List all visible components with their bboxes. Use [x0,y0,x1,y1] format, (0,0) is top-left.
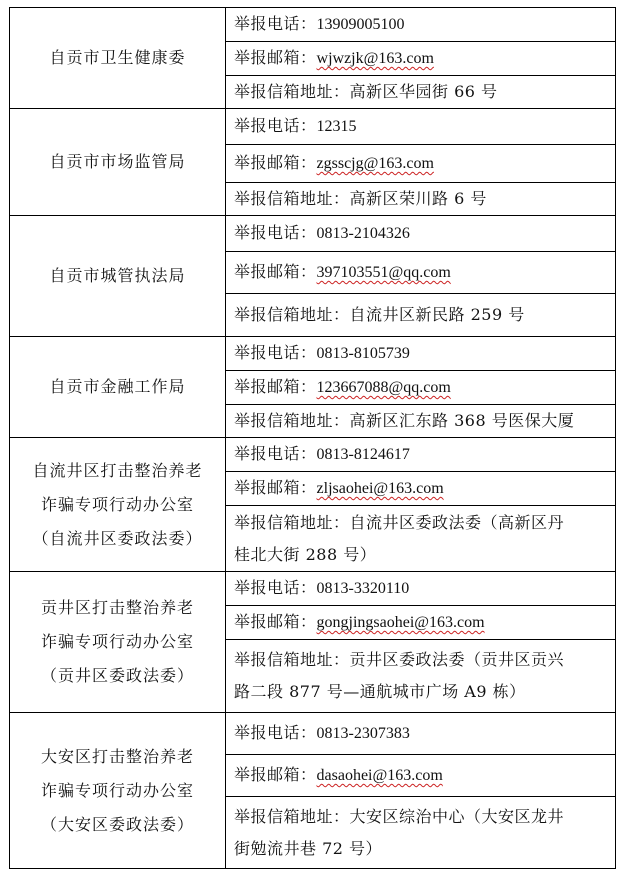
email-cell [226,371,616,405]
address-line-2: 街勉流井巷 72 号） [234,838,383,858]
address-value: 高新区荣川路 6 号 [349,189,487,208]
org-name-line: 诈骗专项行动办公室 [40,780,194,800]
email-cell [226,145,616,183]
org-name-line: 诈骗专项行动办公室 [40,632,194,651]
org-cell [10,438,226,572]
address-line-1 [234,801,615,833]
report-contacts-table [9,7,616,869]
table-row [10,216,616,252]
phone-value: 0813-2104326 [316,225,410,242]
address-value: 贡井区委政法委（贡井区贡兴 [349,650,565,669]
org-name: 自贡市城管执法局 [49,266,186,285]
phone-value: 12315 [316,118,357,135]
org-name-line: 贡井区打击整治养老 [40,598,194,617]
email-label: 举报邮箱： [234,765,317,784]
table-row [10,572,616,606]
phone-value: 13909005100 [316,16,405,33]
phone-value: 0813-2307383 [316,725,410,742]
address-label: 举报信箱地址： [234,512,350,532]
email-cell [226,472,616,506]
org-name-line: 自流井区打击整治养老 [32,460,203,480]
org-cell [10,337,226,438]
org-name: 自贡市金融工作局 [49,377,186,396]
email-value: wjwzjk@163.com [316,50,434,67]
email-label: 举报邮箱： [234,48,317,67]
address-cell [226,183,616,216]
phone-value: 0813-3320110 [316,580,410,597]
org-cell [10,8,226,109]
address-cell [226,640,616,713]
address-cell [226,405,616,438]
email-label: 举报邮箱： [234,262,317,281]
org-name: 自贡市卫生健康委 [49,48,186,67]
org-name-line: （贡井区委政法委） [40,666,194,685]
address-value: 大安区综治中心（大安区龙井 [349,806,565,826]
address-line-2: 路二段 877 号—通航城市广场 A9 栋） [234,682,526,701]
address-value: 高新区汇东路 368 号医保大厦 [349,411,575,430]
address-line-1 [234,644,615,676]
address-line-1 [234,507,615,539]
table-row [10,8,616,42]
address-cell [226,797,616,869]
table-row [10,109,616,145]
phone-cell [226,337,616,371]
phone-label: 举报电话： [234,723,317,742]
address-label: 举报信箱地址： [234,82,350,101]
table-row [10,337,616,371]
phone-label: 举报电话： [234,578,317,597]
address-label: 举报信箱地址： [234,806,350,826]
phone-label: 举报电话： [234,223,317,242]
address-label: 举报信箱地址： [234,411,350,430]
org-name: 自贡市市场监管局 [49,152,186,171]
email-value: zljsaohei@163.com [316,480,444,497]
phone-cell [226,572,616,606]
org-cell [10,713,226,869]
table-row [10,713,616,755]
email-label: 举报邮箱： [234,612,317,631]
address-cell [226,294,616,337]
address-label: 举报信箱地址： [234,189,350,208]
phone-label: 举报电话： [234,444,317,463]
phone-cell [226,109,616,145]
email-value: dasaohei@163.com [316,767,443,784]
address-label: 举报信箱地址： [234,305,350,324]
email-cell [226,252,616,294]
org-name-line: （大安区委政法委） [40,814,194,834]
phone-cell [226,8,616,42]
address-label: 举报信箱地址： [234,650,350,669]
phone-value: 0813-8105739 [316,345,410,362]
address-value: 自流井区委政法委（高新区丹 [349,512,565,532]
org-name-line: 诈骗专项行动办公室 [40,494,194,514]
phone-label: 举报电话： [234,116,317,135]
email-value: 397103551@qq.com [316,264,451,281]
email-value: gongjingsaohei@163.com [316,614,485,631]
email-label: 举报邮箱： [234,153,317,172]
phone-cell [226,216,616,252]
email-cell [226,606,616,640]
org-name-line: 大安区打击整治养老 [40,746,194,766]
email-cell [226,755,616,797]
address-value: 高新区华园街 66 号 [349,82,498,101]
email-value: 123667088@qq.com [316,379,451,396]
email-label: 举报邮箱： [234,377,317,396]
org-cell [10,216,226,337]
email-cell [226,42,616,76]
address-cell [226,76,616,109]
phone-value: 0813-8124617 [316,446,410,463]
phone-label: 举报电话： [234,343,317,362]
phone-cell [226,713,616,755]
table-row [10,438,616,472]
address-value: 自流井区新民路 259 号 [349,305,525,324]
email-value: zgsscjg@163.com [316,155,434,172]
org-cell [10,109,226,216]
address-line-2: 桂北大街 288 号） [234,544,377,564]
org-name-line: （自流井区委政法委） [32,528,203,548]
phone-label: 举报电话： [234,14,317,33]
phone-cell [226,438,616,472]
address-cell [226,506,616,572]
org-cell [10,572,226,713]
email-label: 举报邮箱： [234,478,317,497]
